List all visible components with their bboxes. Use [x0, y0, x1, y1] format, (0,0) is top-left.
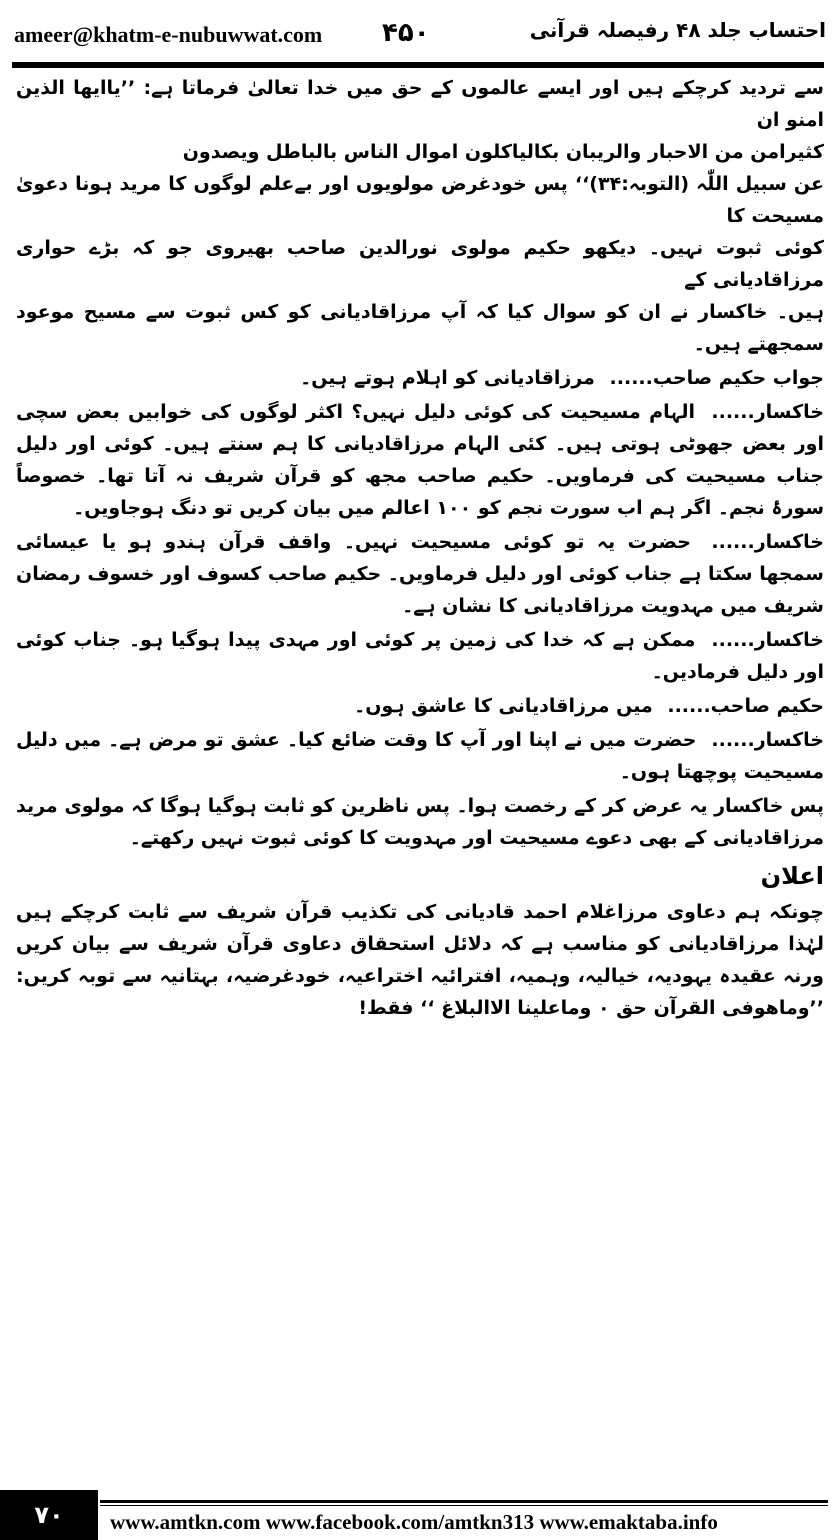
dialog-speaker: خاکسار......	[711, 531, 824, 553]
announcement-body: چونکہ ہم دعاوی مرزاغلام احمد قادیانی کی تکذیب قرآن شریف سے ثابت کرچکے ہیں لہٰذا مرزاقادیانی کو مناسب ہے کہ دلائل استحقاق دعاوی قرآن شریف سے بیان کریں ورنہ عقیدہ یہودیہ، خیالیہ، وہمیہ، افترائیہ اختراعیہ، خودغرضیہ، بہتانیہ سے توبہ کریں: ’’وماھوفی القرآن حق ۰ وماعلینا الاالبلاغ ‘‘ فقط!	[16, 901, 824, 1019]
page-header	[0, 0, 840, 62]
header-divider	[12, 62, 824, 68]
body-line-3: عن سبیل اللّٰہ (التوبہ:۳۴)‘‘ پس خودغرض مولویوں اور بےعلم لوگوں کا مرید ہونا دعویٰ مسیحت کا	[16, 173, 824, 227]
dialog-entry-2	[16, 396, 824, 524]
page-body	[16, 72, 824, 1462]
dialog-speaker: خاکسار......	[711, 729, 824, 751]
body-line-1: سے تردید کرچکے ہیں اور ایسے عالموں کے حق میں خدا تعالیٰ فرماتا ہے: ’’یاایھا الذین امنو ان	[16, 77, 824, 131]
dialog-text: الہام مسیحیت کی کوئی دلیل نہیں؟ اکثر لوگوں کی خوابیں بعض سچی اور بعض جھوٹی ہوتی ہیں۔ کئی الہام مرزاقادیانی کا ہم سنتے ہیں۔ کوئی اور دلیل جناب مسیحیت کی فرماویں۔ حکیم صاحب مجھ کو قرآن شریف نہ آتا تھا۔ خصوصاً سورۂ نجم۔ اگر ہم اب سورت نجم کو ۱۰۰ اعالم میں بیان کریں تو دنگ ہوجاویں۔	[16, 401, 824, 519]
footer-divider-thin	[100, 1505, 828, 1506]
dialog-text: حضرت یہ تو کوئی مسیحیت نہیں۔ واقف قرآن ہندو ہو یا عیسائی سمجھا سکتا ہے جناب کوئی اور دلیل فرماویں۔ حکیم صاحب کسوف اور خسوف رمضان شریف میں مہدویت مرزاقادیانی کا نشان ہے۔	[16, 531, 824, 617]
dialog-text: میں مرزاقادیانی کا عاشق ہوں۔	[354, 695, 653, 717]
dialog-entry-1	[16, 362, 824, 394]
announcement-heading: اعلان	[760, 862, 824, 890]
dialog-entry-3	[16, 526, 824, 622]
dialog-speaker: جواب حکیم صاحب......	[609, 367, 824, 389]
dialog-entry-6	[16, 724, 824, 788]
dialog-speaker: خاکسار......	[711, 401, 824, 423]
page-footer	[0, 1490, 840, 1540]
body-line-2: کثیرامن من الاحبار والریبان بکالیاکلون اموال الناس بالباطل ویصدون	[182, 141, 824, 163]
footer-links: www.amtkn.com www.facebook.com/amtkn313 www.emaktaba.info	[110, 1510, 718, 1534]
dialog-text: حضرت میں نے اپنا اور آپ کا وقت ضائع کیا۔ عشق تو مرض ہے۔ میں دلیل مسیحیت پوچھتا ہوں۔	[16, 729, 824, 783]
dialog-entry-5	[16, 690, 824, 722]
body-line-4: کوئی ثبوت نہیں۔ دیکھو حکیم مولوی نورالدین صاحب بھیروی جو کہ بڑے حواری مرزاقادیانی کے	[16, 237, 824, 291]
dialog-speaker: خاکسار......	[711, 629, 824, 651]
closing-paragraph: پس خاکسار یہ عرض کر کے رخصت ہوا۔ پس ناظرین کو ثابت ہوگیا ہوگا کہ مولوی مرید مرزاقادیانی کے بھی دعوے مسیحیت اور مہدویت کا کوئی ثبوت نہیں رکھتے۔	[16, 795, 824, 849]
dialog-entry-4	[16, 624, 824, 688]
footer-page-box: ۷۰	[0, 1490, 98, 1540]
footer-divider	[100, 1500, 828, 1503]
header-email: ameer@khatm-e-nubuwwat.com	[14, 22, 323, 47]
dialog-text: ممکن ہے کہ خدا کی زمین پر کوئی اور مہدی پیدا ہوگیا ہو۔ جناب کوئی اور دلیل فرمادیں۔	[16, 629, 824, 683]
body-line-5: ہیں۔ خاکسار نے ان کو سوال کیا کہ آپ مرزاقادیانی کو کس ثبوت سے مسیح موعود سمجھتے ہیں۔	[16, 301, 824, 355]
dialog-text: مرزاقادیانی کو اہلام ہوتے ہیں۔	[300, 367, 595, 389]
book-title: احتساب جلد ۴۸ رفیصلہ قرآنی	[529, 18, 826, 42]
page-number: ۴۵۰	[382, 18, 430, 48]
dialog-speaker: حکیم صاحب......	[667, 695, 824, 717]
